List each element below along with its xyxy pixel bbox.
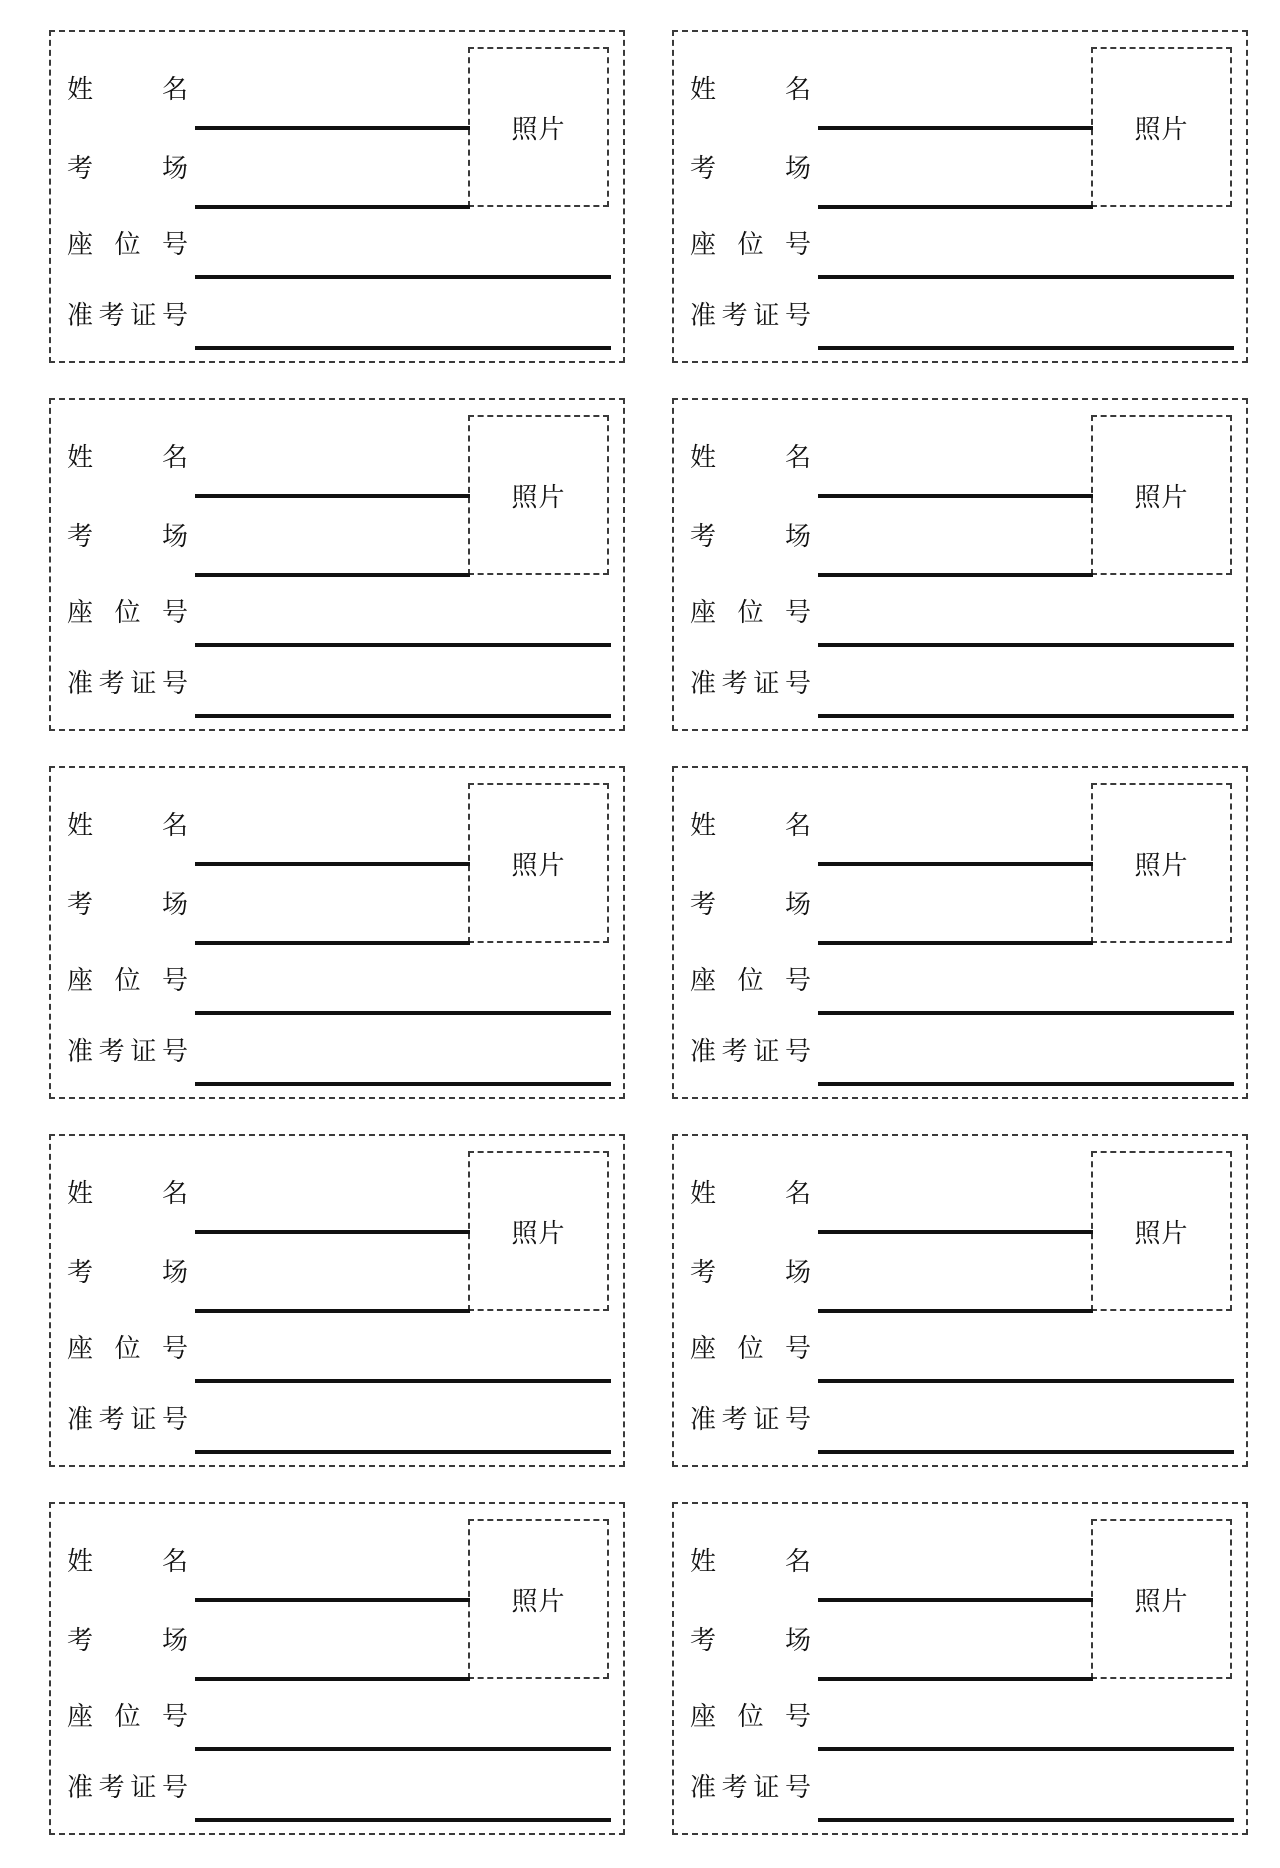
seat-label — [690, 598, 811, 628]
seat-input-line[interactable] — [818, 275, 1234, 279]
room-label-char: 考 — [690, 522, 717, 552]
seat-input-line[interactable] — [818, 1747, 1234, 1751]
ticket-label — [690, 1405, 811, 1435]
room-label — [690, 1626, 811, 1656]
seat-label-char: 号 — [161, 966, 188, 996]
room-label-char: 考 — [690, 154, 717, 184]
name-label — [690, 75, 811, 105]
name-input-line[interactable] — [818, 126, 1093, 130]
room-label-char: 考 — [67, 1626, 94, 1656]
seat-label-char: 位 — [114, 1334, 141, 1364]
ticket-label — [67, 669, 188, 699]
ticket-label-char: 证 — [753, 669, 780, 699]
admission-card — [49, 766, 625, 1099]
admission-card — [672, 1502, 1248, 1835]
name-label-char: 名 — [784, 443, 811, 473]
ticket-input-line[interactable] — [818, 1450, 1234, 1454]
ticket-label-char: 考 — [98, 669, 125, 699]
seat-label-char: 位 — [114, 966, 141, 996]
room-label — [67, 1626, 188, 1656]
ticket-label-char: 证 — [130, 301, 157, 331]
ticket-label-char: 号 — [784, 301, 811, 331]
photo-label: 照片 — [1134, 114, 1189, 145]
name-label — [690, 1547, 811, 1577]
ticket-label-char: 准 — [690, 1037, 717, 1067]
seat-label-char: 号 — [784, 598, 811, 628]
room-label — [67, 1258, 188, 1288]
seat-label-char: 座 — [690, 230, 717, 260]
photo-label: 照片 — [1134, 482, 1189, 513]
ticket-label-char: 准 — [67, 669, 94, 699]
ticket-label-char: 考 — [98, 1405, 125, 1435]
ticket-label-char: 号 — [784, 669, 811, 699]
name-label-char: 名 — [161, 1179, 188, 1209]
ticket-label-char: 准 — [67, 301, 94, 331]
ticket-label-char: 证 — [753, 1405, 780, 1435]
ticket-label-char: 证 — [130, 1773, 157, 1803]
room-input-line[interactable] — [818, 941, 1093, 945]
room-label-char: 考 — [67, 1258, 94, 1288]
seat-label-char: 位 — [114, 598, 141, 628]
name-input-line[interactable] — [818, 1230, 1093, 1234]
name-label — [67, 443, 188, 473]
ticket-input-line[interactable] — [818, 714, 1234, 718]
ticket-label-char: 考 — [98, 1037, 125, 1067]
name-label-char: 名 — [784, 1179, 811, 1209]
ticket-label-char: 准 — [690, 1773, 717, 1803]
seat-label — [67, 966, 188, 996]
seat-label-char: 号 — [784, 1702, 811, 1732]
photo-label: 照片 — [1134, 1218, 1189, 1249]
room-label-char: 场 — [784, 1258, 811, 1288]
seat-label-char: 座 — [67, 230, 94, 260]
seat-label — [67, 1334, 188, 1364]
name-input-line[interactable] — [195, 1598, 470, 1602]
ticket-label-char: 准 — [67, 1773, 94, 1803]
photo-label: 照片 — [511, 850, 566, 881]
ticket-label-char: 号 — [161, 1037, 188, 1067]
seat-label-char: 位 — [114, 1702, 141, 1732]
ticket-label — [690, 1037, 811, 1067]
room-label — [690, 1258, 811, 1288]
room-label — [690, 154, 811, 184]
admission-card — [49, 1134, 625, 1467]
ticket-input-line[interactable] — [818, 1082, 1234, 1086]
seat-label-char: 座 — [67, 1702, 94, 1732]
seat-label — [690, 966, 811, 996]
seat-label-char: 号 — [161, 1702, 188, 1732]
seat-label-char: 位 — [737, 966, 764, 996]
ticket-label-char: 准 — [690, 1405, 717, 1435]
photo-placeholder — [468, 1151, 609, 1311]
ticket-label-char: 号 — [161, 301, 188, 331]
room-input-line[interactable] — [195, 205, 470, 209]
photo-placeholder — [1091, 415, 1232, 575]
ticket-label-char: 证 — [130, 1405, 157, 1435]
admission-card — [49, 30, 625, 363]
photo-placeholder — [468, 415, 609, 575]
photo-label: 照片 — [511, 114, 566, 145]
name-label-char: 名 — [161, 443, 188, 473]
room-label-char: 场 — [161, 1258, 188, 1288]
seat-input-line[interactable] — [195, 1379, 611, 1383]
ticket-input-line[interactable] — [195, 346, 611, 350]
room-input-line[interactable] — [195, 1309, 470, 1313]
seat-label-char: 座 — [67, 966, 94, 996]
ticket-label — [690, 301, 811, 331]
ticket-label-char: 证 — [753, 301, 780, 331]
ticket-label-char: 考 — [98, 301, 125, 331]
photo-placeholder — [468, 1519, 609, 1679]
ticket-label — [67, 1405, 188, 1435]
seat-input-line[interactable] — [818, 1379, 1234, 1383]
name-label-char: 姓 — [690, 1179, 717, 1209]
seat-label-char: 座 — [690, 966, 717, 996]
photo-placeholder — [1091, 47, 1232, 207]
name-label — [67, 811, 188, 841]
photo-label: 照片 — [511, 1586, 566, 1617]
room-label-char: 场 — [161, 890, 188, 920]
name-label-char: 名 — [161, 811, 188, 841]
room-label-char: 考 — [690, 1258, 717, 1288]
room-input-line[interactable] — [195, 1677, 470, 1681]
name-label-char: 姓 — [67, 75, 94, 105]
ticket-input-line[interactable] — [195, 714, 611, 718]
seat-label — [690, 1334, 811, 1364]
ticket-label-char: 号 — [161, 1773, 188, 1803]
seat-label-char: 座 — [67, 1334, 94, 1364]
photo-label: 照片 — [1134, 1586, 1189, 1617]
photo-placeholder — [1091, 1519, 1232, 1679]
seat-label-char: 位 — [737, 1334, 764, 1364]
name-label-char: 姓 — [67, 1547, 94, 1577]
ticket-label-char: 考 — [721, 669, 748, 699]
ticket-input-line[interactable] — [195, 1450, 611, 1454]
ticket-label-char: 准 — [67, 1037, 94, 1067]
seat-label — [67, 230, 188, 260]
seat-label-char: 号 — [161, 230, 188, 260]
seat-label — [690, 230, 811, 260]
seat-input-line[interactable] — [195, 643, 611, 647]
admission-card — [49, 1502, 625, 1835]
ticket-label — [67, 1037, 188, 1067]
room-input-line[interactable] — [818, 573, 1093, 577]
photo-placeholder — [1091, 783, 1232, 943]
name-label-char: 姓 — [690, 811, 717, 841]
room-label-char: 考 — [67, 154, 94, 184]
name-input-line[interactable] — [818, 1598, 1093, 1602]
name-label-char: 姓 — [67, 1179, 94, 1209]
seat-label-char: 号 — [784, 1334, 811, 1364]
admission-card — [672, 766, 1248, 1099]
name-input-line[interactable] — [195, 862, 470, 866]
name-label-char: 名 — [784, 811, 811, 841]
ticket-label-char: 号 — [161, 1405, 188, 1435]
seat-label — [67, 598, 188, 628]
room-label-char: 场 — [784, 890, 811, 920]
admission-card — [672, 30, 1248, 363]
room-label-char: 场 — [784, 154, 811, 184]
room-label-char: 考 — [690, 1626, 717, 1656]
name-input-line[interactable] — [195, 126, 470, 130]
room-label — [690, 522, 811, 552]
room-label-char: 场 — [784, 1626, 811, 1656]
photo-placeholder — [1091, 1151, 1232, 1311]
ticket-label-char: 考 — [721, 1405, 748, 1435]
name-label — [690, 1179, 811, 1209]
photo-placeholder — [468, 47, 609, 207]
room-label-char: 场 — [161, 522, 188, 552]
name-label-char: 姓 — [690, 75, 717, 105]
ticket-label-char: 准 — [67, 1405, 94, 1435]
seat-label — [67, 1702, 188, 1732]
seat-label-char: 位 — [737, 1702, 764, 1732]
ticket-label-char: 准 — [690, 669, 717, 699]
photo-placeholder — [468, 783, 609, 943]
room-label-char: 考 — [67, 522, 94, 552]
room-input-line[interactable] — [818, 205, 1093, 209]
name-label-char: 名 — [784, 75, 811, 105]
ticket-label — [67, 1773, 188, 1803]
ticket-label-char: 考 — [98, 1773, 125, 1803]
seat-label-char: 号 — [784, 230, 811, 260]
seat-label-char: 位 — [737, 598, 764, 628]
seat-label-char: 号 — [784, 966, 811, 996]
name-label-char: 名 — [161, 75, 188, 105]
seat-label-char: 座 — [67, 598, 94, 628]
name-label-char: 名 — [161, 1547, 188, 1577]
name-label-char: 姓 — [690, 443, 717, 473]
room-input-line[interactable] — [195, 573, 470, 577]
photo-label: 照片 — [511, 1218, 566, 1249]
seat-label-char: 号 — [161, 1334, 188, 1364]
ticket-label — [690, 1773, 811, 1803]
name-input-line[interactable] — [818, 494, 1093, 498]
seat-input-line[interactable] — [195, 1011, 611, 1015]
seat-input-line[interactable] — [195, 1747, 611, 1751]
ticket-label-char: 证 — [753, 1037, 780, 1067]
photo-label: 照片 — [1134, 850, 1189, 881]
ticket-label-char: 考 — [721, 1773, 748, 1803]
ticket-input-line[interactable] — [195, 1082, 611, 1086]
ticket-label-char: 号 — [784, 1773, 811, 1803]
name-label-char: 名 — [784, 1547, 811, 1577]
name-label-char: 姓 — [67, 811, 94, 841]
admission-card — [49, 398, 625, 731]
name-label-char: 姓 — [67, 443, 94, 473]
ticket-label — [67, 301, 188, 331]
room-input-line[interactable] — [818, 1677, 1093, 1681]
ticket-label — [690, 669, 811, 699]
room-label — [690, 890, 811, 920]
room-label — [67, 890, 188, 920]
ticket-label-char: 号 — [784, 1405, 811, 1435]
room-label-char: 场 — [161, 1626, 188, 1656]
ticket-input-line[interactable] — [818, 346, 1234, 350]
seat-input-line[interactable] — [818, 643, 1234, 647]
seat-label-char: 座 — [690, 1702, 717, 1732]
name-label — [690, 443, 811, 473]
ticket-label-char: 证 — [130, 1037, 157, 1067]
admission-card — [672, 398, 1248, 731]
room-input-line[interactable] — [818, 1309, 1093, 1313]
room-input-line[interactable] — [195, 941, 470, 945]
ticket-label-char: 考 — [721, 1037, 748, 1067]
name-label — [690, 811, 811, 841]
seat-label-char: 位 — [114, 230, 141, 260]
room-label — [67, 522, 188, 552]
room-label — [67, 154, 188, 184]
room-label-char: 考 — [690, 890, 717, 920]
ticket-label-char: 考 — [721, 301, 748, 331]
name-label — [67, 1547, 188, 1577]
name-input-line[interactable] — [195, 494, 470, 498]
name-label-char: 姓 — [690, 1547, 717, 1577]
name-input-line[interactable] — [818, 862, 1093, 866]
name-input-line[interactable] — [195, 1230, 470, 1234]
ticket-input-line[interactable] — [818, 1818, 1234, 1822]
name-label — [67, 75, 188, 105]
ticket-label-char: 证 — [753, 1773, 780, 1803]
ticket-label-char: 号 — [161, 669, 188, 699]
seat-label-char: 号 — [161, 598, 188, 628]
ticket-label-char: 证 — [130, 669, 157, 699]
seat-label-char: 座 — [690, 1334, 717, 1364]
seat-input-line[interactable] — [818, 1011, 1234, 1015]
seat-label — [690, 1702, 811, 1732]
photo-label: 照片 — [511, 482, 566, 513]
name-label — [67, 1179, 188, 1209]
ticket-input-line[interactable] — [195, 1818, 611, 1822]
room-label-char: 场 — [161, 154, 188, 184]
room-label-char: 考 — [67, 890, 94, 920]
ticket-label-char: 号 — [784, 1037, 811, 1067]
admission-card — [672, 1134, 1248, 1467]
seat-input-line[interactable] — [195, 275, 611, 279]
seat-label-char: 座 — [690, 598, 717, 628]
seat-label-char: 位 — [737, 230, 764, 260]
room-label-char: 场 — [784, 522, 811, 552]
ticket-label-char: 准 — [690, 301, 717, 331]
